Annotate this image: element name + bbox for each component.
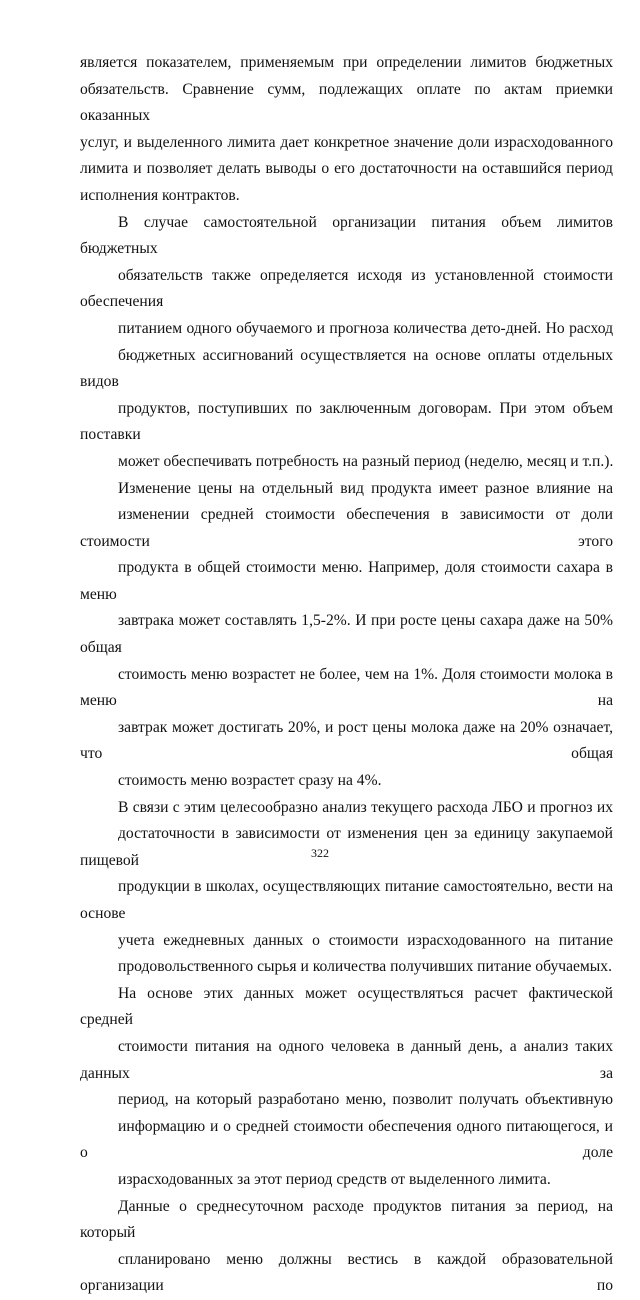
text-line: стоимости питания на одного человека в данный день, а анализ таких данных за [80, 1037, 613, 1082]
text-line: завтрака может составлять 1,5-2%. И при росте цены сахара даже на 50% общая [80, 612, 613, 657]
text-line: Данные о среднесуточном расходе продуктов питания за период, на который [80, 1197, 613, 1242]
text-line: стоимость меню возрастет сразу на 4%. [118, 772, 382, 790]
text-line: продукта в общей стоимости меню. Например, доля стоимости сахара в меню [80, 559, 613, 603]
text-line: продуктов, поступивших по заключенным договорам. При этом объем поставки [80, 399, 613, 444]
text-line: является показателем, применяемым при определении лимитов бюджетных [80, 54, 613, 71]
body-text [80, 50, 613, 1300]
text-line: лимита и позволяет делать выводы о его достаточности на оставшийся период [80, 160, 613, 178]
text-line: продукции в школах, осуществляющих питание самостоятельно, вести на основе [80, 878, 613, 922]
text-line: изменении средней стоимости обеспечения в зависимости от доли стоимости этого [80, 506, 613, 550]
text-line: учета ежедневных данных о стоимости израсходованного на питание [118, 931, 613, 949]
page-number: 322 [311, 846, 329, 860]
text-line: период, на который разработано меню, позволит получать объективную [118, 1091, 613, 1109]
text-line: На основе этих данных может осуществляться расчет фактической средней [80, 984, 613, 1029]
text-line: обязательств также определяется исходя из установленной стоимости обеспечения [80, 266, 613, 311]
text-line: исполнения контрактов. [80, 186, 240, 204]
text-line: обязательств. Сравнение сумм, подлежащих оплате по актам приемки оказанных [80, 80, 613, 125]
text-line: информацию и о средней стоимости обеспечения одного питающегося, и о доле [80, 1117, 613, 1162]
text-line: завтрак может достигать 20%, и рост цены молока даже на 20% означает, что общая [80, 718, 613, 763]
paragraph [80, 1194, 613, 1300]
text-line: В связи с этим целесообразно анализ текущего расхода ЛБО и прогноз их [118, 798, 613, 816]
text-line: спланировано меню должны вестись в каждой образовательной организации по [80, 1250, 613, 1295]
paragraph [80, 476, 613, 795]
paragraph [80, 50, 613, 210]
text-line: израсходованных за этот период средств от выделенного лимита. [118, 1170, 551, 1188]
text-line: достаточности в зависимости от изменения цен за единицу закупаемой пищевой [80, 825, 613, 869]
text-line: Изменение цены на отдельный вид продукта имеет разное влияние на [118, 479, 613, 497]
text-line: В случае самостоятельной организации питания объем лимитов бюджетных [80, 213, 613, 258]
text-line: стоимость меню возрастет не более, чем на 1%. Доля стоимости молока в меню на [80, 665, 613, 710]
text-line: может обеспечивать потребность на разный период (неделю, месяц и т.п.). [118, 452, 614, 470]
paragraph [80, 210, 613, 476]
text-line: бюджетных ассигнований осуществляется на основе оплаты отдельных видов [80, 346, 613, 391]
text-line: услуг, и выделенного лимита дает конкретное значение доли израсходованного [80, 133, 613, 151]
text-line: питанием одного обучаемого и прогноза количества дето-дней. Но расход [118, 319, 613, 337]
text-line: продовольственного сырья и количества получивших питание обучаемых. [118, 958, 612, 976]
paragraph [80, 795, 613, 981]
paragraph [80, 981, 613, 1194]
